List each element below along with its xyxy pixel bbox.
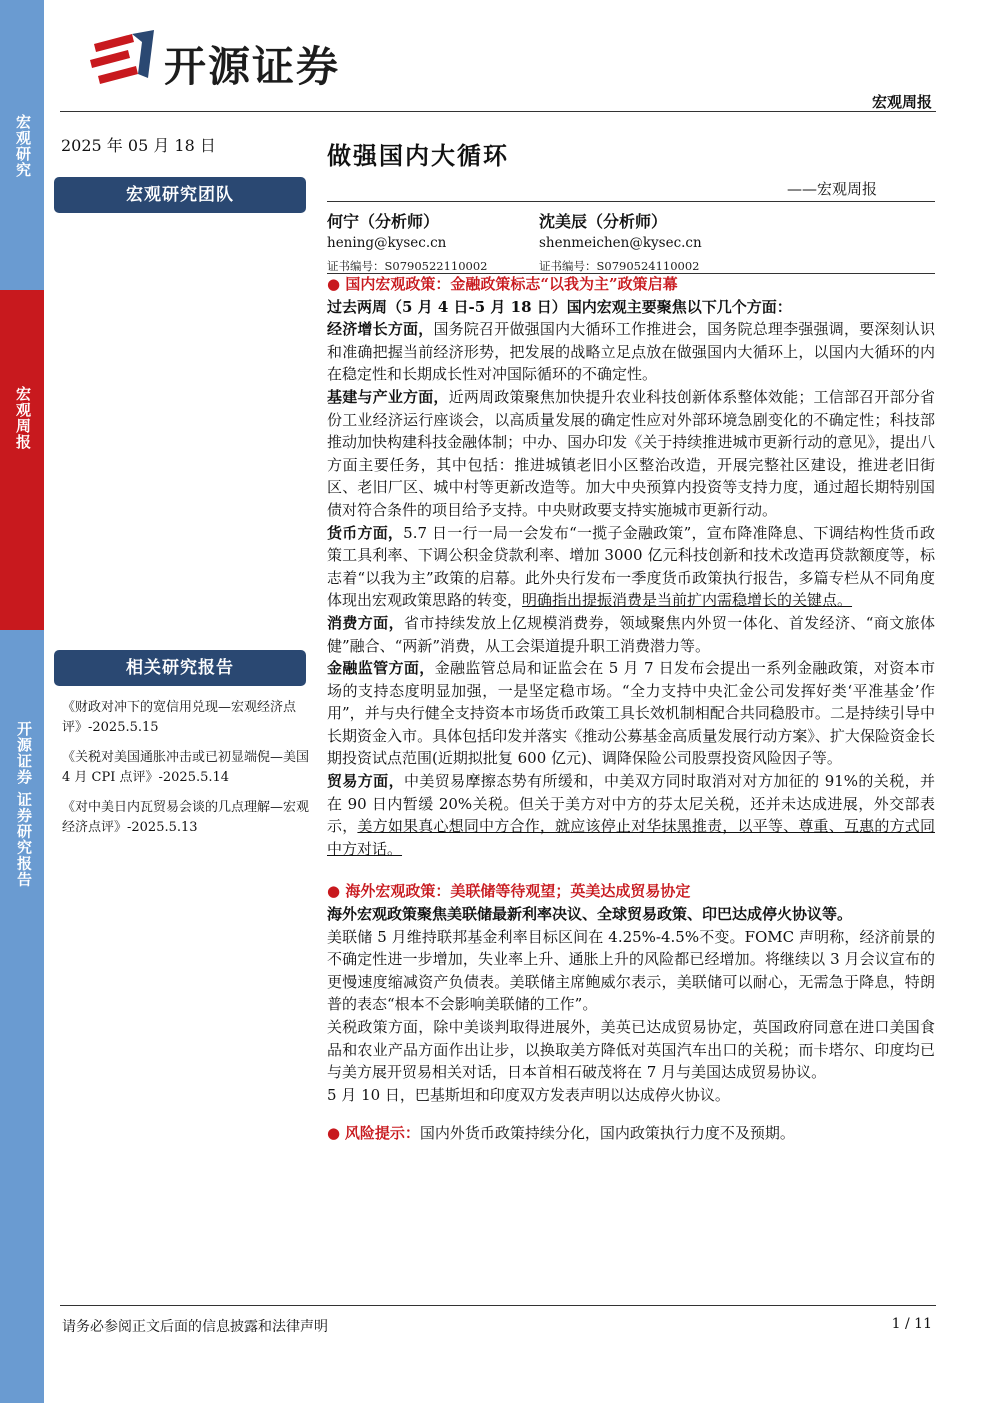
paragraph [327,770,935,860]
page-subtitle: ——宏观周报 [787,180,878,198]
report-date: 2025 年 05 月 18 日 [61,136,216,155]
bullet-icon: ● [327,882,341,901]
paragraph [327,612,935,657]
section-heading [327,880,935,903]
section-heading [327,273,935,296]
main-content [327,273,935,1145]
related-report-item[interactable]: 《财政对冲下的宽信用兑现—宏观经济点评》-2025.5.15 [62,700,297,735]
paragraph-text: 近两周政策聚焦加快提升农业科技创新体系整体效能；工信部召开部分省份工业经济运行座谈会，以高质量发展的确定性应对外部环境急剧变化的不确定性；科技部推动加快构建科技金融体制；中办、国办印发《关于持续推进城市更新行动的意见》，提出八方面主要任务，其中包括：推进城镇老旧小区整治改造，开展完整社区建设，推进老旧街区、老旧厂区、城中村等更新改造等。加大中央预算内投资等支持力度，通过超长期特别国债对符合条件的项目给予支持。中央财政要支持实施城市更新行动。 [327,387,935,519]
related-report-item[interactable]: 《关税对美国通胀冲击或已初显端倪—美国 4 月 CPI 点评》-2025.5.14 [62,750,310,785]
paragraph-label: 金融监管方面， [327,659,435,678]
spacer [327,1106,935,1122]
analyst-name: 沈美辰（分析师） [539,212,668,231]
paragraph [327,522,935,612]
paragraph-label: 贸易方面， [327,772,404,791]
rail-section-label: 宏观周报 [14,386,32,450]
section-lead: 过去两周（5 月 4 日-5 月 18 日）国内宏观主要聚焦以下几个方面： [327,297,792,316]
brand-logo-icon [88,30,158,88]
rail-section-label: 宏观研究 [14,114,32,178]
rail-section-label: 开源证券 证券研究报告 [15,720,33,888]
analyst-email[interactable]: shenmeichen@kysec.cn [539,235,702,251]
paragraph-underline: 明确指出提振消费是当前扩内需稳增长的关键点。 [522,591,853,610]
paragraph-text: 国务院召开做强国内大循环工作推进会，国务院总理李强强调，要深刻认识和准确把握当前经济形势，把发展的战略立足点放在做强国内大循环上，以国内大循环的内在稳定性和长期成长性对冲国际循环的不确定性。 [327,320,935,384]
section-heading-text: 国内宏观政策：金融政策标志“以我为主”政策启幕 [345,275,678,293]
paragraph-text: 金融监管总局和证监会在 5 月 7 日发布会提出一系列金融政策，对资本市场的支持态度明显加强，一是坚定稳市场。“全力支持中央汇金公司发挥好类‘平准基金’作用”，并与央行健全支持资本市场货币政策工具长效机制相配合共同稳股市。二是持续引导中长期资金入市。具体包括印发并落实《推动公募基金高质量发展行动方案》、扩大保险资金长期投资试点范围(近期拟批复 600 亿元)、调降保险公司股票投资风险因子等。 [327,659,935,768]
side-rail-top [0,0,44,290]
report-type: 宏观周报 [871,93,932,111]
paragraph-label: 经济增长方面， [327,320,434,339]
paragraph-underline: 美方如果真心想同中方合作，就应该停止对华抹黑推责，以平等、尊重、互惠的方式同中方对话。 [327,817,935,858]
paragraph [327,318,935,386]
risk-text: 国内外货币政策持续分化，国内政策执行力度不及预期。 [419,1124,795,1143]
paragraph: 5 月 10 日，巴基斯坦和印度双方发表声明以达成停火协议。 [327,1085,730,1104]
analyst-name: 何宁（分析师） [327,212,440,231]
page-number: 1 / 11 [891,1316,932,1332]
analyst-cert: 证书编号：S0790522110002 [327,259,488,273]
team-label: 宏观研究团队 [54,177,306,213]
related-label: 相关研究报告 [54,650,306,686]
paragraph-label: 货币方面， [327,523,404,542]
bullet-icon: ● [327,1124,341,1143]
footer-rule [60,1305,936,1306]
risk-warning [327,1122,935,1145]
analyst-email[interactable]: hening@kysec.cn [327,235,447,251]
paragraph-label: 消费方面， [327,613,404,632]
side-rail-middle [0,290,44,630]
paragraph-text: 省市持续发放上亿规模消费券，领域聚焦内外贸一体化、首发经济、“商文旅体健”融合、“两新”消费，从工会渠道提升职工消费潜力等。 [327,613,935,655]
page-title: 做强国内大循环 [327,141,509,170]
paragraph [327,657,935,770]
paragraph-text: 中美贸易摩擦态势有所缓和，中美双方同时取消对对方加征的 91%的关税，并在 90 日内暂缓 20%关税。但关于美方对中方的芬太尼关税，还并未达成进展，外交部表示， [327,772,935,836]
spacer [327,860,935,880]
side-rail-bottom [0,630,44,1403]
paragraph [327,386,935,522]
related-report-item[interactable]: 《对中美日内瓦贸易会谈的几点理解—宏观经济点评》-2025.5.13 [62,800,310,835]
analyst-cert: 证书编号：S0790524110002 [539,259,700,273]
paragraph-label: 基建与产业方面， [327,387,449,406]
title-rule [327,201,935,202]
header-rule [60,111,936,112]
bullet-icon: ● [327,275,341,293]
paragraph: 关税政策方面，除中美谈判取得进展外，美英已达成贸易协定，英国政府同意在进口美国食品和农业产品方面作出让步，以换取美方降低对英国汽车出口的关税；而卡塔尔、印度均已与美方展开贸易相关对话，日本首相石破茂将在 7 月与美国达成贸易协议。 [327,1018,935,1082]
paragraph-text: 5.7 日一行一局一会发布“一揽子金融政策”，宣布降准降息、下调结构性货币政策工具利率、下调公积金贷款利率、增加 3000 亿元科技创新和技术改造再贷款额度等，标志着“以我为主”政策的启幕。此外央行发布一季度货币政策执行报告，多篇专栏从不同角度体现出宏观政策思路的转变， [327,523,935,610]
risk-label: 风险提示： [344,1124,420,1143]
brand-name: 开源证券 [164,42,341,91]
paragraph: 美联储 5 月维持联邦基金利率目标区间在 4.25%-4.5%不变。FOMC 声明称，经济前景的不确定性进一步增加，失业率上升、通胀上升的风险都已经增加。将继续以 3 月会议宣布的更慢速度缩减资产负债表。美联储主席鲍威尔表示，美联储可以耐心，无需急于降息，特朗普的表态“根本不会影响美联储的工作”。 [327,927,935,1014]
section-lead: 海外宏观政策聚焦美联储最新利率决议、全球贸易政策、印巴达成停火协议等。 [327,905,853,924]
section-heading-text: 海外宏观政策：美联储等待观望；英美达成贸易协定 [345,882,691,901]
footer-disclaimer: 请务必参阅正文后面的信息披露和法律声明 [62,1319,328,1335]
